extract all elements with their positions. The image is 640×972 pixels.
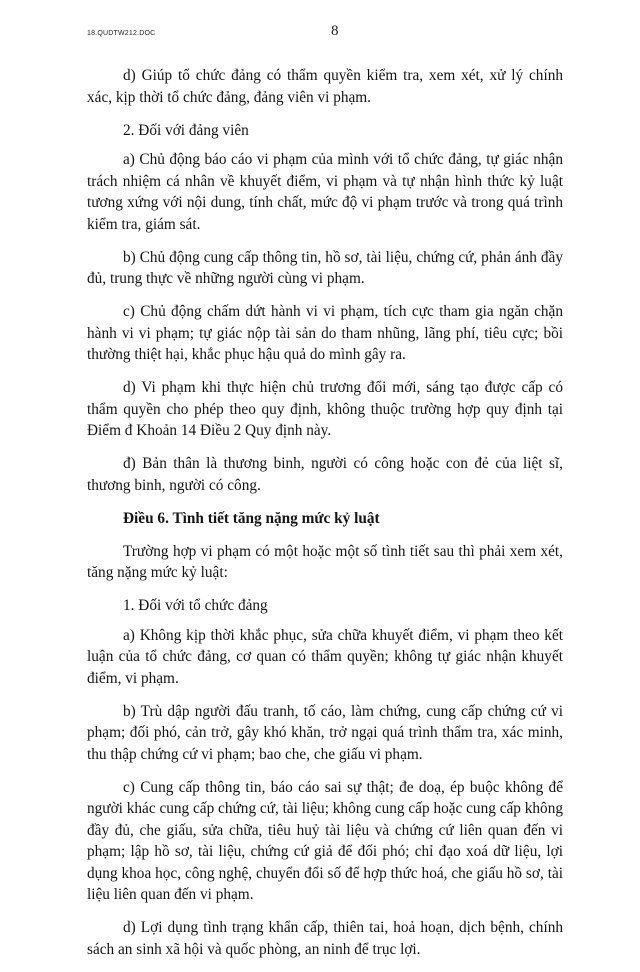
paragraph: d) Vi phạm khi thực hiện chủ trương đổi mới, sáng tạo được cấp có thẩm quyền cho phép theo quy định, không thuộc trường hợp quy định tại Điểm đ Khoản 14 Điều 2 Quy định này.	[87, 379, 563, 439]
paragraph: Trường hợp vi phạm có một hoặc một số tình tiết sau thì phải xem xét, tăng nặng mức kỷ luật:	[87, 542, 563, 581]
document-body	[87, 65, 563, 972]
page-number: 8	[331, 23, 339, 39]
paragraph: a) Không kịp thời khắc phục, sửa chữa khuyết điểm, vi phạm theo kết luận của tổ chức đảng, cơ quan có thẩm quyền; không tự giác nhận khuyết điểm, vi phạm.	[87, 626, 563, 687]
paragraph: b) Chủ động cung cấp thông tin, hồ sơ, tài liệu, chứng cứ, phản ánh đầy đủ, trung thực về những người cùng vi phạm.	[87, 248, 563, 287]
paragraph: c) Cung cấp thông tin, báo cáo sai sự thật; đe doạ, ép buộc không để người khác cung cấp chứng cứ, tài liệu; không cung cấp hoặc cung cấp không đầy đủ, che giấu, sửa chữa, tiêu huỷ tài liệu và chứng cứ liên quan đến vi phạm; lập hồ sơ, tài liệu, chứng cứ giả để đối phó; chỉ đạo xoá dữ liệu, lợi dụng khoa học, công nghệ, chuyển đổi số để hợp thức hoá, che giấu hồ sơ, tài liệu liên quan đến vi phạm.	[87, 778, 563, 903]
paragraph: a) Chủ động báo cáo vi phạm của mình với tổ chức đảng, tự giác nhận trách nhiệm cá nhân về khuyết điểm, vi phạm và tự nhận hình thức kỷ luật tương xứng với nội dung, tính chất, mức độ vi phạm trước và trong quá trình kiểm tra, giám sát.	[87, 151, 563, 233]
paragraph: d) Giúp tổ chức đảng có thẩm quyền kiểm tra, xem xét, xử lý chính xác, kịp thời tổ chức đảng, đảng viên vi phạm.	[87, 67, 563, 106]
file-code: 18.QUDTW212.DOC	[87, 30, 156, 37]
paragraph: đ) Bản thân là thương binh, người có công hoặc con đẻ của liệt sĩ, thương binh, người có công.	[87, 455, 563, 494]
paragraph: d) Lợi dụng tình trạng khẩn cấp, thiên tai, hoả hoạn, dịch bệnh, chính sách an sinh xã hội và quốc phòng, an ninh để trục lợi.	[87, 919, 563, 958]
paragraph: b) Trù dập người đấu tranh, tố cáo, làm chứng, cung cấp chứng cứ vi phạm; đối phó, cản trở, gây khó khăn, trở ngại quá trình thẩm tra, xác minh, thu thập chứng cứ vi phạm; bao che, che giấu vi phạm.	[87, 702, 563, 763]
section-heading: 2. Đối với đảng viên	[123, 121, 249, 139]
section-heading: 1. Đối với tổ chức đảng	[123, 597, 268, 614]
article-heading: Điều 6. Tình tiết tăng nặng mức kỷ luật	[123, 509, 380, 527]
paragraph: c) Chủ động chấm dứt hành vi vi phạm, tích cực tham gia ngăn chặn hành vi vi phạm; tự giác nộp tài sản do tham nhũng, lãng phí, tiêu cực; bồi thường thiệt hại, khắc phục hậu quả do mình gây ra.	[87, 303, 563, 363]
